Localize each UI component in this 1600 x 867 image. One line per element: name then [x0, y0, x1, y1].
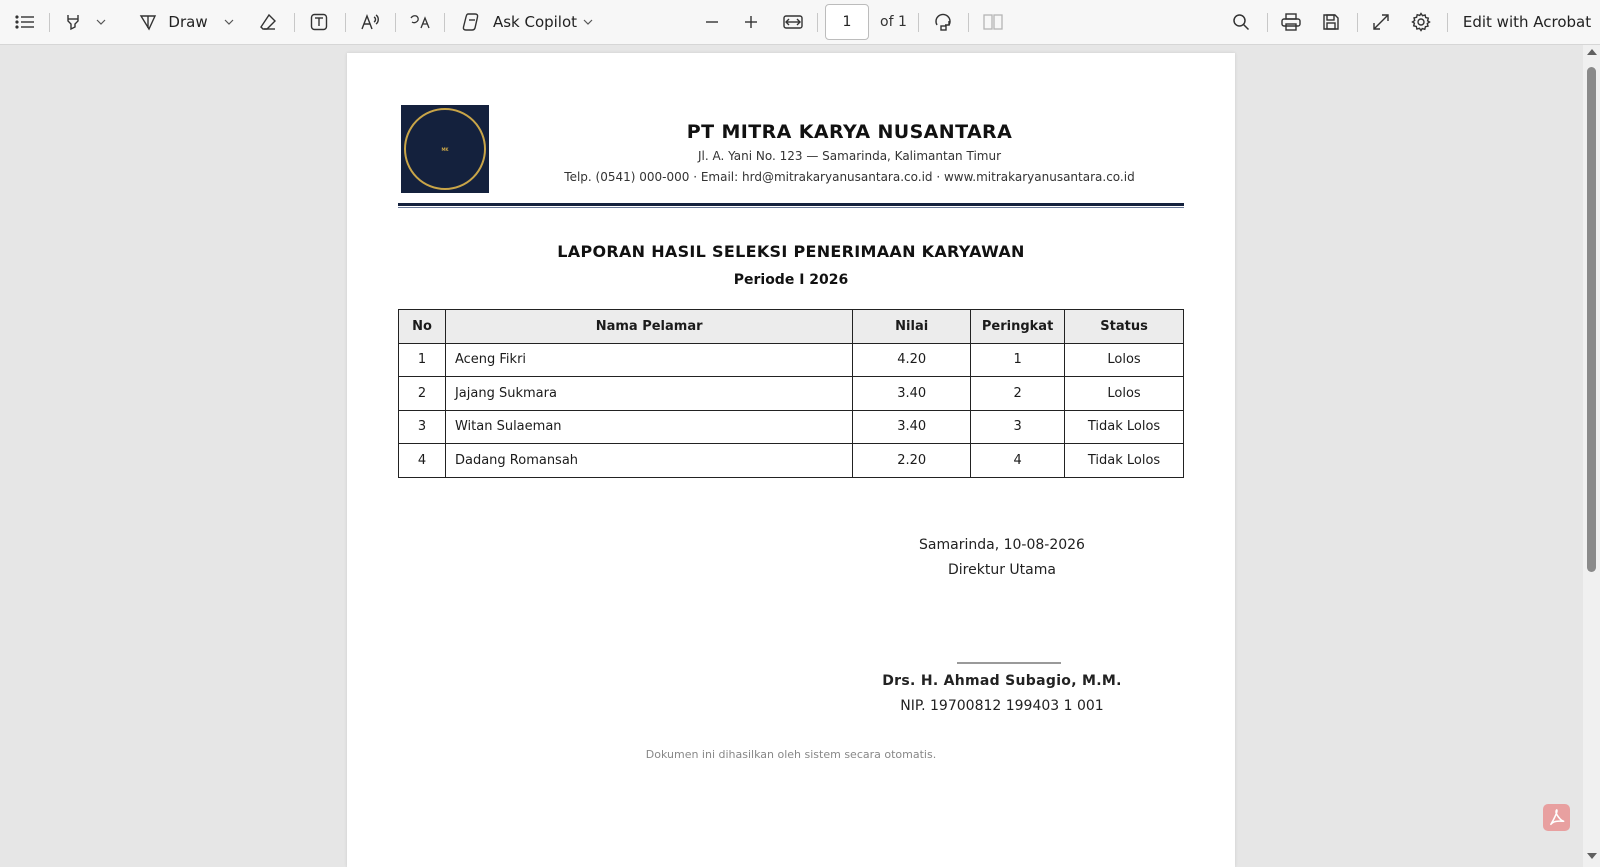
highlight-chevron-down-icon[interactable]: [93, 0, 109, 44]
company-contact: Telp. (0541) 000-000 · Email: hrd@mitrakaryanusantara.co.id · www.mitrakaryanusantara.co.id: [564, 170, 1135, 184]
cell-status: Lolos: [1065, 343, 1184, 377]
cell-name: Aceng Fikri: [445, 343, 852, 377]
signature-place-date: Samarinda, 10-08-2026: [919, 537, 1085, 553]
cell-score: 4.20: [853, 343, 971, 377]
table-row: [399, 444, 1184, 478]
copilot-chevron-down-icon[interactable]: [580, 0, 596, 44]
table-header-row: [399, 310, 1184, 344]
cell-rank: 1: [971, 343, 1065, 377]
copilot-icon[interactable]: [459, 0, 485, 44]
ask-copilot-button[interactable]: Ask Copilot: [492, 13, 578, 31]
cell-score: 3.40: [853, 410, 971, 444]
print-icon[interactable]: [1278, 0, 1304, 44]
highlight-icon[interactable]: [60, 0, 86, 44]
translate-icon[interactable]: [406, 0, 434, 44]
cell-no: 1: [399, 343, 446, 377]
table-row: [399, 343, 1184, 377]
cell-name: Jajang Sukmara: [445, 377, 852, 411]
logo-ring: [404, 108, 486, 190]
settings-icon[interactable]: [1408, 0, 1434, 44]
cell-status: Tidak Lolos: [1065, 444, 1184, 478]
draw-button[interactable]: Draw: [168, 13, 208, 31]
signature-role: Direktur Utama: [948, 562, 1056, 578]
cell-name: Witan Sulaeman: [445, 410, 852, 444]
draw-chevron-down-icon[interactable]: [221, 0, 237, 44]
report-period: Periode I 2026: [733, 272, 849, 288]
cell-status: Lolos: [1065, 377, 1184, 411]
eraser-icon[interactable]: [255, 0, 281, 44]
text-box-icon[interactable]: [306, 0, 332, 44]
zoom-in-icon[interactable]: [738, 0, 764, 44]
cell-score: 2.20: [853, 444, 971, 478]
signatory-nip: NIP. 19700812 199403 1 001: [900, 698, 1104, 714]
save-icon[interactable]: [1318, 0, 1344, 44]
cell-no: 4: [399, 444, 446, 478]
page-view-icon[interactable]: [980, 0, 1006, 44]
cell-rank: 2: [971, 377, 1065, 411]
cell-no: 2: [399, 377, 446, 411]
table-row: [399, 377, 1184, 411]
logo-text: MK: [441, 146, 449, 152]
zoom-out-icon[interactable]: [699, 0, 725, 44]
document-footnote: Dokumen ini dihasilkan oleh sistem secara otomatis.: [645, 748, 937, 761]
pdf-page: [347, 53, 1235, 867]
page-number-input[interactable]: 1: [825, 4, 869, 40]
read-aloud-icon[interactable]: [357, 0, 383, 44]
company-logo: [401, 105, 489, 193]
cell-name: Dadang Romansah: [445, 444, 852, 478]
scroll-thumb[interactable]: [1587, 67, 1596, 572]
pdf-toolbar: [0, 0, 1600, 45]
letterhead-divider: [398, 203, 1184, 208]
contents-icon[interactable]: [12, 0, 38, 44]
header-peringkat: Peringkat: [971, 310, 1065, 344]
page-total-label: of 1: [880, 14, 907, 30]
cell-no: 3: [399, 410, 446, 444]
acrobat-icon[interactable]: [1543, 804, 1570, 831]
selection-results-table: [398, 309, 1184, 478]
signatory-name: Drs. H. Ahmad Subagio, M.M.: [882, 673, 1122, 689]
header-nilai: Nilai: [853, 310, 971, 344]
search-icon[interactable]: [1228, 0, 1254, 44]
cell-rank: 3: [971, 410, 1065, 444]
cell-rank: 4: [971, 444, 1065, 478]
signature-line: [957, 662, 1061, 664]
header-nama-pelamar: Nama Pelamar: [445, 310, 852, 344]
scroll-down-arrow-icon[interactable]: [1587, 853, 1597, 859]
table-row: [399, 410, 1184, 444]
company-name: PT MITRA KARYA NUSANTARA: [686, 121, 1013, 143]
scroll-up-arrow-icon[interactable]: [1587, 49, 1597, 55]
rotate-icon[interactable]: [930, 0, 956, 44]
fit-width-icon[interactable]: [779, 0, 807, 44]
fullscreen-icon[interactable]: [1368, 0, 1394, 44]
header-no: No: [399, 310, 446, 344]
company-address: Jl. A. Yani No. 123 — Samarinda, Kalimantan Timur: [698, 149, 1001, 163]
header-status: Status: [1065, 310, 1184, 344]
report-title: LAPORAN HASIL SELEKSI PENERIMAAN KARYAWAN: [557, 242, 1025, 261]
edit-with-acrobat-button[interactable]: Edit with Acrobat: [1462, 13, 1592, 31]
cell-status: Tidak Lolos: [1065, 410, 1184, 444]
cell-score: 3.40: [853, 377, 971, 411]
draw-icon[interactable]: [135, 0, 161, 44]
vertical-scrollbar[interactable]: [1583, 45, 1600, 867]
